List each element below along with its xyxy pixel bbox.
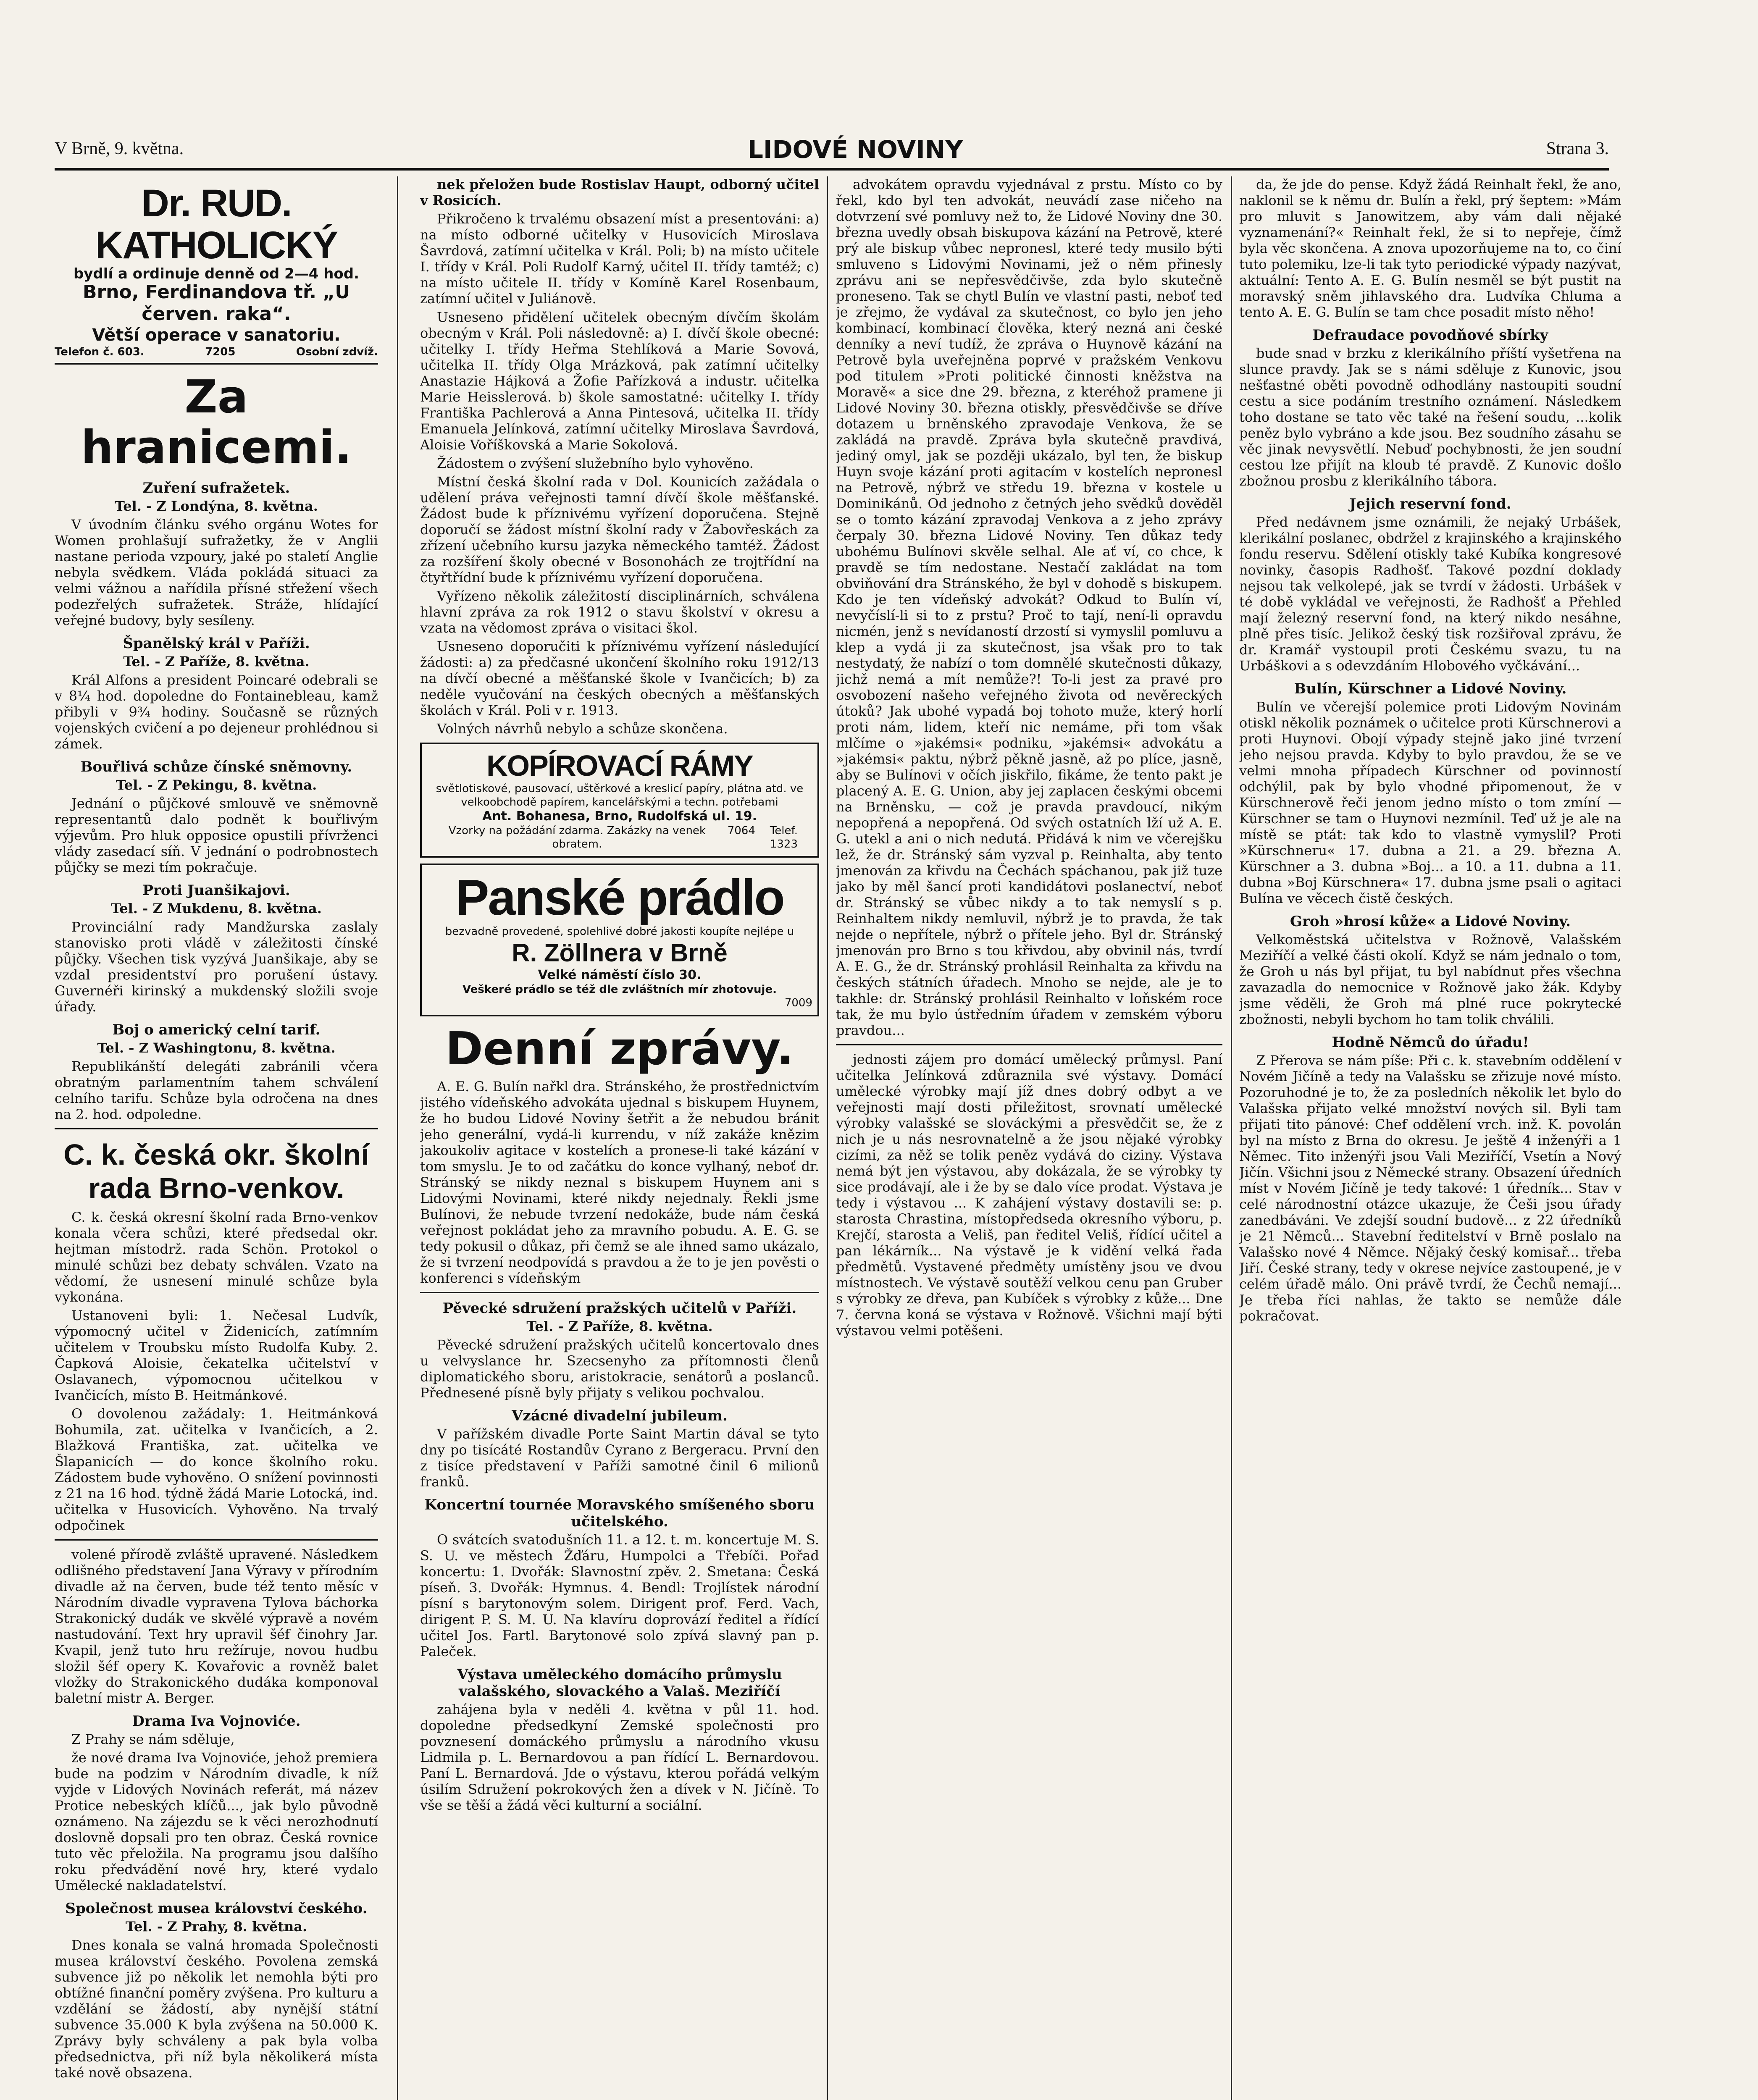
article-title: Proti Juanšikajovi.	[142, 882, 290, 899]
ad-katholicky	[55, 182, 378, 365]
ad-name: Dr. RUD. KATHOLICKÝ	[95, 182, 338, 267]
article-byline: Tel. - Z Washingtonu, 8. května.	[97, 1040, 336, 1056]
article-text: Velkoměstská učitelstva v Rožnově, Valašském Meziříčí a velké části okolí. Když se nám jednalo o tom, že Groh u nás byl přijat, tu byl nabídnut přes všechna zavazadla do nemocnice v Rožnově jako žák. Kdyby jsme věděli, že Groh má plné ruce pokrytecké zbožnosti, nebyli bychom ho tam tolik chválili.	[1239, 932, 1621, 1027]
ad-text: bezvadně provedené, spolehlivé dobré jakosti koupíte nejlépe u	[445, 925, 794, 938]
column-1	[55, 176, 378, 2100]
divider	[55, 1539, 378, 1541]
ad-code: 7009	[784, 997, 812, 1009]
article-text: V pařížském divadle Porte Saint Martin dával se tyto dny po tisícáté Rostandův Cyrano z Bergeracu. První den z tisíce představení v Paříži samotné činil 6 milionů franků.	[420, 1426, 819, 1490]
article-text: zahájena byla v neděli 4. května v půl 11. hod. dopoledne předsedkyní Zemské společnosti pro povznesení domáckého průmyslu a národního vkusu Lidmila p. L. Bernardovou a pan řídící L. Bernardovou. Paní L. Bernardová. Jde o výstavu, kterou pořádá velkým úsilím Sdružení pokrokových žen a dívek v N. Jičíně. To vše se těší a žádá věci kulturní a sociální.	[420, 1701, 819, 1813]
article-text: Před nedávnem jsme oznámili, že nejaký Urbášek, klerikální poslanec, obdržel z krajinského a krajinského fondu reservu. Sdělení otiskly také Kubíka kongresové novinky, časopis Radhošť. Takové pozdní doklady nejsou tak velkolepé, jak se tvrdí v žádosti. Urbášek v té době vykládal ve veřejnosti, že Radhošť a Přehled mají železný reservní fond, na který nikdo nesáhne, plně přes tisíc. Jelikož český tisk rozšiřoval zprávu, že dr. Kramář vystoupil proti Českému svazu, tu na Urbáškovi a s odevzdáním Hlobového vyčkávání...	[1239, 514, 1621, 674]
article-text: Z Prahy se nám sděluje,	[71, 1731, 235, 1747]
article-title: Pěvecké sdružení pražských učitelů v Paříži.	[442, 1300, 797, 1317]
article-title: Boj o americký celní tarif.	[112, 1021, 321, 1038]
article-text: Ustanoveni byli: 1. Nečesal Ludvík, výpomocný učitel v Židenicích, zatímním učitelem v Troubsku místo Rudolfa Kuby. 2. Čapková Aloisie, čekatelka učitelství v Oslavanech, výpomocnou učitelkou v Ivančicích, místo B. Heitmánkové.	[55, 1307, 378, 1403]
article-text: V úvodním článku svého orgánu Wotes for Women prohlašují sufražetky, že v Anglii nastane perioda vzpoury, jaké po staletí Anglie nebyla svědkem. Vláda pokládá situaci za velmi vážnou a nařídila přísné střežení všech podezřelých sufražetek. Stráže, hlídající veřejné budovy, byly sesíleny.	[55, 517, 378, 628]
ad-kopirovaci-ramy	[420, 743, 819, 858]
article-text: Republikánští delegáti zabránili včera obratným parlamentním tahem schválení celního tarifu. Schůze byla odročena na dnes na 2. hod. odpoledne.	[55, 1058, 378, 1122]
article-title: Drama Iva Vojnoviće.	[132, 1713, 301, 1730]
article-byline: Tel. - Z Prahy, 8. května.	[125, 1919, 307, 1935]
page-number: Strana 3.	[1546, 139, 1609, 158]
ad-text: světlotiskové, pausovací, uštěrkové a kreslicí papíry, plátna atd. ve velkoobchodě papírem, kancelářskými a techn. potřebami	[436, 782, 804, 808]
newspaper-title: LIDOVÉ NOVINY	[748, 135, 963, 164]
article-title: Defraudace povodňové sbírky	[1312, 327, 1548, 344]
column-rule	[827, 176, 828, 2100]
article-text: Usneseno přidělení učitelek obecným dívčím školám obecným v Král. Poli následovně: a) I. dívčí škole obecné: učitelky I. třídy Heřma Stehlíková a Marie Sovová, učitelka II. třídy Olga Mrázková, pak zatímní učitelky Anastazie Hájková a Žofie Pařízková a industr. učitelka Marie Heisslerová. b) škole samostatné: učitelky I. třídy Františka Pachlerová a Anna Pintesová, učitelka II. třídy Emanuela Jelínková, zatímní učitelky Miroslava Šavrdová, Aloisie Voříškovská a Marie Sokolová.	[420, 309, 819, 453]
ad-code: 7064	[727, 824, 755, 837]
ad-title: KOPÍROVACÍ RÁMY	[486, 749, 753, 782]
ad-footer: Veškeré prádlo se též dle zvláštních mír zhotovuje.	[462, 983, 777, 996]
article-text: Bulín ve včerejší polemice proti Lidovým Novinám otiskl několik poznámek o učitelce proti Kürschnerovi a proti Huynovi. Obojí výpady stejně jako jiné tvrzení jeho nejsou pravda. Kdyby to bylo pravdou, že se ve velmi mnoha případech Kürschner od povinností odchýlil, pak by bylo vhodné připomenout, že v Kürschnerově řeči jenom jedno místo o tom zmíní — Kürschner se tam o Huynovi nezmínil. Teď už je ale na místě se ptát: tak kdo to vlastně vymyslil? Proti »Kürschneru« 17. dubna a 21. a 29. března A. Kürschner a 3. dubna »Boj... a 10. a 11. dubna a 11. dubna »Boj Kürschnera« 17. dubna jsme psali o agitaci Bulína ve věcech čistě českých.	[1239, 699, 1621, 906]
article-title: Společnost musea království českého.	[65, 1900, 368, 1917]
article-text: bude snad v brzku z klerikálního příští vyšetřena na slunce pravdy. Jak se s námi sděluje z Kunovic, jsou nešťastné oběti povodně odhodlány nastoupiti soudní cestu a sice podáním trestního oznámení. Následkem toho dostane se tato věc také na řešení soudu, ...kolik peněz bylo vybráno a kde jsou. Bez soudního zásahu se věc jinak nevysvětlí. Nebuď pochybnosti, že jen soudní cestou lze přijít na kloub té pravdě. Z Kunovic došlo zbožnou prosbu z klerikálního tábora.	[1239, 345, 1621, 489]
article-byline: Tel. - Z Mukdenu, 8. května.	[111, 900, 322, 916]
ad-line: bydlí a ordinuje denně od 2—4 hod.	[73, 265, 360, 282]
article-title: Vzácné divadelní jubileum.	[512, 1407, 728, 1424]
ad-phone: Telefon č. 603.	[55, 346, 145, 358]
article-title: Groh »hrosí kůže« a Lidové Noviny.	[1290, 913, 1571, 930]
section-title: Denní zprávy.	[445, 1023, 794, 1075]
ad-firm: Ant. Bohanesa, Brno, Rudolfská ul. 19.	[482, 809, 757, 824]
article-text: O dovolenou zažádaly: 1. Heitmánková Bohumila, zat. učitelka v Ivančicích, a 2. Blažková Františka, zat. učitelka ve Šlapanicích — do konce školního roku. Zádostem bude vyhověno. O snížení povinnosti z 21 na 16 hod. týdně žádá Marie Lotocká, ind. učitelka v Husovicích. Vyhověno. Na trvalý odpočinek	[55, 1406, 378, 1533]
ad-phone: Telef. 1323	[770, 824, 798, 850]
article-text: jednosti zájem pro domácí umělecký průmysl. Paní učitelka Jelínková zdůraznila své výstavy. Domácí umělecké výrobky mají jíž dnes dobrý odbyt a ve veřejnosti mají dosti přiležitost, srovnatí umělecké výrobky valašské se slováckými a přesvědčit se, že z nich je u nás nesrovnatelně a že jsou nějaké výrobky cizími, za něž se tolik peněz vydává do ciziny. Výstava nemá být jen výstavou, aby dokázala, že se výrobky ty sice prodávají, ale i že by se dalo více prodat. Výstava je tedy i výstavou ... K zahájení výstavy dostavili se: p. starosta Chrastina, místopředseda okresního výboru, p. Krejčí, starosta a Veliš, pan ředitel Veliš, řídící učitel a pan lékárník... Na výstavě je k vidění velká řada předmětů. Vystavené předměty umístěny jsou ve dvou místnostech. Ve výstavě soutěží velkou cenu pan Gruber s výrobky ze dřeva, pan Kubíček s výrobky z kůže... Dne 7. června koná se výstava v Rožnově. Všichni mají býti výstavou velmi potěšeni.	[836, 1051, 1222, 1339]
article-text: Král Alfons a president Poincaré odebrali se v 8¼ hod. dopoledne do Fontainebleau, kamž přibyli v 9¾ hodiny. Současně se různých vojenských cvičení a po dejeneur prohlédnou si zámek.	[55, 672, 378, 752]
article-text: Přikročeno k trvalému obsazení míst a presentováni: a) na místo odborné učitelky v Husovicích Miroslava Šavrdová, zatímní učitelka v Král. Poli; b) na místo učitele I. třídy v Král. Poli Rudolf Karný, učitel II. třídy tamtéž; c) na místo učitele II. třídy v Komíně Karel Rosenbaum, zatímní učitel v Juliánově.	[420, 211, 819, 307]
article-text: volené přírodě zvláště upravené. Následkem odlišného představení Jana Výravy v přírodním divadle až na červen, bude též tento měsíc v Národním divadle vypravena Tylova báchorka Strakonický dudák ve skvělé výpravě a novém nastudování. Text hry upravil šéf činohry Jar. Kvapil, jenž tuto hru režíruje, novou hudbu složil šéf opery K. Kovařovic a rovněž balet vložky do Strakonického dudáka komponoval baletní mistr A. Berger.	[55, 1546, 378, 1706]
article-text: advokátem opravdu vyjednával z prstu. Místo co by řekl, kdo byl ten advokát, neuvádí zase ničeho na dotvrzení své pomluvy než to, že Lidové Noviny dne 30. března uvedly obsah biskupova kázání na Petrově, které prý ale biskup vůbec nepronesl, které tedy musilo býti smluveno s Lidovými Novinami, jež o něm přinesly zprávu ani se nepřesvědčivše, zda bylo skutečně proneseno. Tak se chytl Bulín ve vlastní pasti, neboť teď je zřejmo, že vydával za skutečnost, co bylo jen jeho kombinací, kombinací člověka, který nezná ani české denníky a neví tudíž, že zpráva o Huynově kázání na Petrově byla uveřejněna poprvé v pražském Venkovu pod titulem »Proti politické činnosti kněžstva na Moravě« a sice dne 29. března, z kteréhož pramene ji Lidové Noviny 30. března otiskly, přesvědčivše se dříve dotazem u brněnského zpravodaje Venkova, že se zakládá na pravdě. Zpráva byla skutečně pravdivá, jediný omyl, jak se později ukázalo, byl ten, že biskup Huyn svoje kázání proti agitacím v kostelích nepronesl na Petrově, nýbrž ve středu 19. března v kostele u Dominikánů. Od jednoho z četných jeho svědků dověděl se o tomto kázání zpravodaj Venkova a z jeho zprávy čerpaly 30. března Lidové Noviny. Ten důkaz tedy ubohému Bulínovi skvěle selhal. Ale ať ví, co chce, k pravdě se tím nedostane. Nestačí zakládat na tom obviňování dra Stránského, že byl v dohodě s biskupem. Kdo je ten vídeňský advokát? Odkud to Bulín ví, nevyčíslí-li si to z prstu? Proč to tají, není-li opravdu nicmén, jenž s nevídaností drzostí si vymyslil pomluvu a klep a vydá ji za skutečnost, jsa však pro to tak nestydatý, že nabízí o tom domnělé skutečnosti důkazy, jichž nemá a mít nemůže?! To-li jest za pravé pro osvobození našeho veřejného života od nevěreckých útoků? Jak ubohé vypadá boj tohoto muže, který horlí proti nám, lidem, kteří nic nemáme, při tom však mlčíme o »jakémsi« podniku, »jakémsi« advokátu a »jakémsi« paktu, nýbrž pěkně jasně, až po plíce, jasně, aby se Bulínovi v očích jiskřilo, fikáme, že tento pakt je placený A. E. G. Union, aby jej zaplacen českými obcemi na Brněnsku, — což je pravda pravdoucí, nikým nepopřená a nepopřená. Od svých ostatních lží už A. E. G. utekl a ani o nich nedutá. Přidává k nim ve včerejšku lež, že dr. Stránský sám vyzval p. Reinhalta, aby tento jmenován za křivdu na Čechách spáchanou, pak již tuze jako by měl šancí proti kandidátovi poslanectví, neboť dr. Stránský se vůbec nikdy a to tak nemyslí s p. Reinhaltem nikdy nemluvil, nýbrž je to pravda, že tak nejde o nepřítele, nýbrž o přítele jeho. Byl dr. Stránský jmenován pro Brno s tou křivdou, aby obvinil nás, tvrdí A. E. G., že dr. Stránský prohlásil Reinhalta za křivdu na českých státních úřadech. Mnoho se nejde, ale je to takhle: dr. Stránský prohlásil Reinhalto v loňském roce tak, že mu bylo ústředním úřadem v zemském výboru pravdou...	[836, 176, 1222, 1038]
ad-firm: R. Zöllnera v Brně	[512, 939, 728, 967]
divider	[55, 1128, 378, 1129]
section-title: Za hranicemi.	[81, 371, 352, 474]
article-text: Z Přerova se nám píše: Při c. k. stavebním oddělení v Novém Jičíně a tedy na Valašsku se zřizuje nové místo. Pozoruhodné je to, že za posledních několik let bylo do Valašska přijato velké množství nových sil. Byli tam přijati tito pánové: Chef oddělení vrch. inž. K. povolán byl na místo z Brna do okresu. Je ještě 4 inženýři a 1 Němec. Tito inženýři jsou Vali Meziříčí, Vsetín a Nový Jičín. Všichni jsou z Německé strany. Obsazení úředních míst v Novém Jičíně je tedy takové: 1 úředník... Stav v celé národnostní otázce ukazuje, že Češi jsou úřady zanedbáváni. Ve zdejší soudní budově... z 22 úředníků je 21 Němců... Stavební ředitelství v Brně poslalo na Valašsko nové 4 Němce. Nějaký český komisař... třeba Jiří. České strany, tedy v okrese nejvíce zastoupené, je v celém úřadě málo. Oni právě tvrdí, že Čechů nemají... Je třeba říci nahlas, že takto se nemůže dále pokračovat.	[1239, 1053, 1621, 1324]
article-title: Jejich reservní fond.	[1349, 496, 1511, 512]
column-rule	[397, 176, 398, 2100]
ad-line: Brno, Ferdinandova tř. „U červen. raka“.	[82, 281, 350, 325]
divider	[420, 1292, 819, 1293]
article-text: nek přeložen bude Rostislav Haupt, odborný učitel v Rosicích.	[420, 176, 819, 208]
article-title: Španělský král v Paříži.	[123, 635, 310, 652]
section-title: C. k. česká okr. školní rada Brno-venkov.	[63, 1138, 369, 1205]
issue-date: V Brně, 9. května.	[55, 139, 184, 158]
ad-note: Osobní zdvíž.	[296, 346, 378, 358]
article-text: Volných návrhů nebylo a schůze skončena.	[437, 721, 728, 737]
article-text: da, že jde do pense. Když žádá Reinhalt řekl, že ano, naklonil se k němu dr. Bulín a řekl, prý šeptem: »Mám pro mluvit s Janowitzem, aby vám dali nějaké vyznamenání?« Reinhalt řekl, že si to nepřeje, čímž byla věc skončena. A znova upozorňujeme na to, co činí tuto polemiku, lze-li tak tyto periodické výpady nazývat, aktuální: Tento A. E. G. Bulín nesměl se být pustit na moravský sněm jihlavského dra. Ludvíka Chluma a tento A. E. G. Bulín se tam chce posadit místo něho!	[1239, 176, 1621, 320]
ad-code: 7205	[205, 346, 236, 358]
article-text: že nové drama Iva Vojnoviće, jehož premiera bude na podzim v Národním divadle, k níž vyjde v Lidových Novinách referát, má název Protice nebeských klíčů..., jak bylo původně oznámeno. Na zájezdu se k věci nerozhodnutí doslovně dopsali pro ten obraz. Česká rovnice tuto věc přeložila. Na programu jsou dalšího roku předvádění nové hry, které vydalo Umělecké nakladatelství.	[55, 1750, 378, 1893]
ad-footer: Vzorky na požádání zdarma. Zakázky na venek obratem.	[448, 824, 706, 850]
article-title: Výstava uměleckého domácího průmyslu valašského, slovackého a Valaš. Meziříčí	[457, 1666, 782, 1700]
article-title: Bouřlivá schůze čínské sněmovny.	[80, 759, 352, 775]
article-text: Pěvecké sdružení pražských učitelů koncertovalo dnes u velvyslance hr. Szecsenyho za přítomnosti členů diplomatického sboru, aristokracie, senátorů a poslanců. Přednesené písně byly přijaty s velikou pochvalou.	[420, 1337, 819, 1401]
article-text: Místní česká školní rada v Dol. Kounicích zažádala o udělení práva veřejnosti tamní dívčí škole měšťanské. Žádost bude k příznivému vyřízení doporučena. Stejně doporučí se žádost místní školní rady v Žabovřeskách za zřízení učebního kursu jazyka německého tamtéž. Žádost za rozšíření školy obecné v Bosonohách ze trojtřídní na čtyřtřídní bude k příznivému vyřízení doporučena.	[420, 474, 819, 585]
article-byline: Tel. - Z Pekingu, 8. května.	[116, 777, 317, 793]
article-text: Usneseno doporučiti k příznivému vyřízení následující žádosti: a) za předčasné ukončení školního roku 1912/13 na dívčí obecné a měšťanské škole v Ivančicích; b) za neděle vyučování na českých obecných a měšťanských školách v Král. Poli v r. 1913.	[420, 638, 819, 718]
article-title: Zuření sufražetek.	[142, 480, 290, 496]
article-text: Jednání o půjčkové smlouvě ve sněmovně representantů dalo podnět k bouřlivým výjevům. Pro hluk opposice opustili přívrženci vlády zasedací síň. V jednání o podrobnostech půjčky se mezi tím pokračuje.	[55, 795, 378, 875]
column-4	[1239, 176, 1621, 2100]
article-text: Dnes konala se valná hromada Společnosti musea království českého. Povolena zemská subvence již po několik let nemohla býti pro obtížné finanční poměry zvýšena. Pro kulturu a vzdělání se žádostí, aby nynější státní subvence 35.000 K byla zvýšena na 50.000 K. Zprávy byly schváleny a pak byla volba předsednictva, při níž byla několikerá místa také nově obsazena.	[55, 1937, 378, 2081]
article-byline: Tel. - Z Londýna, 8. května.	[115, 498, 318, 514]
article-text: Vyřízeno několik záležitostí disciplinárních, schválena hlavní zpráva za rok 1912 o stavu školství v okresu a vzata na vědomost zpráva o visitaci škol.	[420, 588, 819, 636]
divider	[836, 1044, 1222, 1045]
column-rule	[1231, 176, 1232, 2100]
column-3	[836, 176, 1222, 2100]
article-title: Koncertní tournée Moravského smíšeného sboru učitelského.	[424, 1496, 815, 1530]
article-text: Žádostem o zvýšení služebního bylo vyhověno.	[437, 455, 754, 471]
article-byline: Tel. - Z Paříže, 8. května.	[526, 1318, 713, 1334]
article-text: A. E. G. Bulín nařkl dra. Stránského, že prostřednictvím jistého vídeňského advokáta ujednal s biskupem Huynem, že ho budou Lidové Noviny šetřit a že nebudou bránit jeho generální, vydá-li kurrendu, v níž zakáže knězim jakoukoliv agitace v kostelích a pronese-li také kázání v tom smyslu. Je to od začátku do konce vylhaný, neboť dr. Stránský se nikdy neznal s biskupem Huynem ani s Lidovými Novinami, které nikdy nejednaly. Řekli jsme Bulínovi, že nebude tvrzení nedokáže, bude nám česká veřejnost pokládat jeho za mravního pobudu. A. E. G. se tedy pokusil o důkaz, při čemž se ale ihned samo ukázalo, že si tvrzení neodpovídá s pravdou a že to je jen pověsti o konferenci s vídeňským	[420, 1079, 819, 1286]
ad-panske-pradlo	[420, 864, 819, 1016]
column-2	[420, 176, 819, 2100]
article-text: Provinciální rady Mandžurska zaslaly stanovisko proti vládě v záležitosti čínské půjčky. Všechen tisk vyzývá Juanšikaje, aby se vzdal presidentství pro porušení ústavy. Guvernéři kirinský a mukdenský složili svoje úřady.	[55, 919, 378, 1015]
article-title: Bulín, Kürschner a Lidové Noviny.	[1294, 680, 1567, 697]
article-title: Hodně Němců do úřadu!	[1332, 1034, 1529, 1051]
masthead	[55, 135, 1609, 171]
ad-title: Panské prádlo	[455, 869, 784, 926]
article-byline: Tel. - Z Paříže, 8. května.	[123, 654, 310, 669]
article-text: O svátcích svatodušních 11. a 12. t. m. koncertuje M. S. S. U. ve městech Žďáru, Humpolci a Třebíči. Pořad koncertu: 1. Dvořák: Slavnostní zpěv. 2. Smetana: Česká píseň. 3. Dvořák: Hymnus. 4. Bendl: Trojlístek národní písní s barytonovým solem. Dirigent prof. Ferd. Vach, dirigent P. S. M. U. Na klavíru doprovází ředitel a řídící učitel Jos. Fartl. Barytonové solo zpívá slavný pan p. Paleček.	[420, 1532, 819, 1659]
ad-address: Velké náměstí číslo 30.	[538, 968, 702, 982]
article-text: C. k. česká okresní školní rada Brno-venkov konala včera schůzi, které předsedal okr. hejtman místodrž. rada Schön. Protokol o minulé schůzi bez debaty schválen. Vzato na vědomí, že usnesení minulé schůze byla vykonána.	[55, 1209, 378, 1305]
ad-line: Větší operace v sanatoriu.	[92, 326, 341, 345]
